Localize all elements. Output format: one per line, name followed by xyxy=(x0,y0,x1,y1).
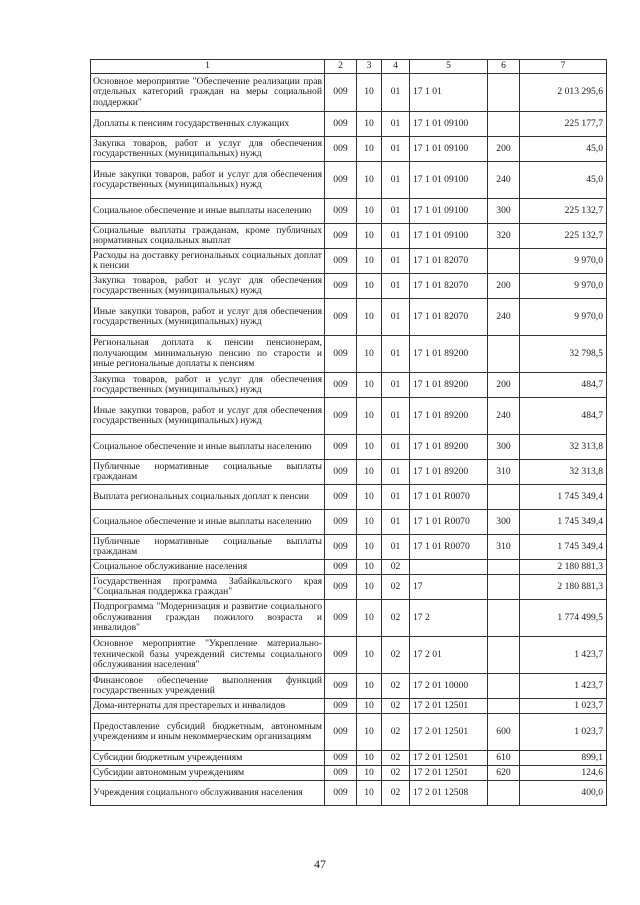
amount-cell: 899,1 xyxy=(520,751,607,766)
expense-type-cell xyxy=(488,600,520,637)
table-row xyxy=(91,162,607,199)
target-article-cell: 17 1 01 89200 xyxy=(410,373,488,398)
subsection-code-cell: 02 xyxy=(382,575,410,600)
ministry-code-cell: 009 xyxy=(325,299,357,336)
subsection-code-cell: 01 xyxy=(382,199,410,224)
ministry-code-cell: 009 xyxy=(325,336,357,373)
target-article-cell: 17 1 01 09100 xyxy=(410,137,488,162)
item-name-cell: Государственная программа Забайкальского края "Социальная поддержка граждан" xyxy=(91,575,325,600)
expense-type-cell xyxy=(488,699,520,714)
item-name-cell: Субсидии автономным учреждениям xyxy=(91,766,325,781)
expense-type-cell xyxy=(488,575,520,600)
ministry-code-cell: 009 xyxy=(325,460,357,485)
item-name-cell: Выплата региональных социальных доплат к пенсии xyxy=(91,485,325,510)
ministry-code-cell: 009 xyxy=(325,485,357,510)
subsection-code-cell: 01 xyxy=(382,485,410,510)
amount-cell: 1 023,7 xyxy=(520,714,607,751)
subsection-code-cell: 01 xyxy=(382,535,410,560)
target-article-cell: 17 1 01 89200 xyxy=(410,460,488,485)
budget-table-sheet xyxy=(90,59,606,806)
ministry-code-cell: 009 xyxy=(325,74,357,112)
item-name-cell: Субсидии бюджетным учреждениям xyxy=(91,751,325,766)
expense-type-cell xyxy=(488,249,520,274)
ministry-code-cell: 009 xyxy=(325,224,357,249)
section-code-cell: 10 xyxy=(357,781,382,806)
expense-type-cell: 620 xyxy=(488,766,520,781)
page-number: 47 xyxy=(314,857,326,871)
section-code-cell: 10 xyxy=(357,714,382,751)
table-row xyxy=(91,714,607,751)
ministry-code-cell: 009 xyxy=(325,560,357,575)
expense-type-cell: 600 xyxy=(488,714,520,751)
target-article-cell: 17 1 01 09100 xyxy=(410,199,488,224)
target-article-cell xyxy=(410,560,488,575)
subsection-code-cell: 01 xyxy=(382,398,410,435)
subsection-code-cell: 02 xyxy=(382,751,410,766)
subsection-code-cell: 01 xyxy=(382,373,410,398)
ministry-code-cell: 009 xyxy=(325,137,357,162)
table-row xyxy=(91,781,607,806)
ministry-code-cell: 009 xyxy=(325,535,357,560)
amount-cell: 225 132,7 xyxy=(520,224,607,249)
expense-type-cell xyxy=(488,637,520,674)
amount-cell: 225 177,7 xyxy=(520,112,607,137)
column-number-header xyxy=(91,60,607,74)
subsection-code-cell: 01 xyxy=(382,460,410,485)
amount-cell: 2 180 881,3 xyxy=(520,560,607,575)
target-article-cell: 17 2 01 xyxy=(410,637,488,674)
subsection-code-cell: 01 xyxy=(382,74,410,112)
target-article-cell: 17 1 01 09100 xyxy=(410,162,488,199)
table-row xyxy=(91,199,607,224)
expense-type-cell: 240 xyxy=(488,299,520,336)
table-row xyxy=(91,510,607,535)
section-code-cell: 10 xyxy=(357,224,382,249)
ministry-code-cell: 009 xyxy=(325,766,357,781)
target-article-cell: 17 2 xyxy=(410,600,488,637)
amount-cell: 225 132,7 xyxy=(520,199,607,224)
section-code-cell: 10 xyxy=(357,751,382,766)
target-article-cell: 17 1 01 89200 xyxy=(410,398,488,435)
ministry-code-cell: 009 xyxy=(325,199,357,224)
subsection-code-cell: 01 xyxy=(382,249,410,274)
amount-cell: 9 970,0 xyxy=(520,274,607,299)
subsection-code-cell: 02 xyxy=(382,781,410,806)
header-cell-7: 7 xyxy=(520,60,607,74)
budget-table xyxy=(90,59,607,806)
target-article-cell: 17 1 01 82070 xyxy=(410,249,488,274)
subsection-code-cell: 01 xyxy=(382,336,410,373)
item-name-cell: Основное мероприятие "Укрепление материально-технической базы учреждений системы социального обслуживания населения" xyxy=(91,637,325,674)
expense-type-cell: 610 xyxy=(488,751,520,766)
section-code-cell: 10 xyxy=(357,398,382,435)
item-name-cell: Региональная доплата к пенсии пенсионерам, получающим минимальную пенсию по старости и иные региональные доплаты к пенсиям xyxy=(91,336,325,373)
table-row xyxy=(91,112,607,137)
section-code-cell: 10 xyxy=(357,249,382,274)
item-name-cell: Социальные выплаты гражданам, кроме публичных нормативных социальных выплат xyxy=(91,224,325,249)
subsection-code-cell: 01 xyxy=(382,299,410,336)
section-code-cell: 10 xyxy=(357,674,382,699)
item-name-cell: Закупка товаров, работ и услуг для обеспечения государственных (муниципальных) нужд xyxy=(91,373,325,398)
subsection-code-cell: 02 xyxy=(382,637,410,674)
ministry-code-cell: 009 xyxy=(325,398,357,435)
section-code-cell: 10 xyxy=(357,699,382,714)
section-code-cell: 10 xyxy=(357,510,382,535)
expense-type-cell xyxy=(488,781,520,806)
expense-type-cell xyxy=(488,336,520,373)
amount-cell: 2 180 881,3 xyxy=(520,575,607,600)
item-name-cell: Финансовое обеспечение выполнения функций государственных учреждений xyxy=(91,674,325,699)
target-article-cell: 17 2 01 12501 xyxy=(410,699,488,714)
amount-cell: 45,0 xyxy=(520,137,607,162)
section-code-cell: 10 xyxy=(357,74,382,112)
header-cell-2: 2 xyxy=(325,60,357,74)
expense-type-cell xyxy=(488,674,520,699)
target-article-cell: 17 1 01 09100 xyxy=(410,224,488,249)
amount-cell: 1 023,7 xyxy=(520,699,607,714)
amount-cell: 484,7 xyxy=(520,398,607,435)
amount-cell: 1 423,7 xyxy=(520,637,607,674)
subsection-code-cell: 01 xyxy=(382,510,410,535)
section-code-cell: 10 xyxy=(357,199,382,224)
subsection-code-cell: 01 xyxy=(382,112,410,137)
target-article-cell: 17 1 01 82070 xyxy=(410,274,488,299)
section-code-cell: 10 xyxy=(357,766,382,781)
subsection-code-cell: 02 xyxy=(382,766,410,781)
item-name-cell: Социальное обеспечение и иные выплаты населению xyxy=(91,510,325,535)
section-code-cell: 10 xyxy=(357,274,382,299)
ministry-code-cell: 009 xyxy=(325,435,357,460)
subsection-code-cell: 01 xyxy=(382,137,410,162)
ministry-code-cell: 009 xyxy=(325,112,357,137)
table-row xyxy=(91,575,607,600)
section-code-cell: 10 xyxy=(357,373,382,398)
subsection-code-cell: 01 xyxy=(382,224,410,249)
item-name-cell: Предоставление субсидий бюджетным, автономным учреждениям и иным некоммерческим организациям xyxy=(91,714,325,751)
expense-type-cell: 320 xyxy=(488,224,520,249)
expense-type-cell xyxy=(488,74,520,112)
item-name-cell: Иные закупки товаров, работ и услуг для обеспечения государственных (муниципальных) нужд xyxy=(91,299,325,336)
amount-cell: 124,6 xyxy=(520,766,607,781)
ministry-code-cell: 009 xyxy=(325,781,357,806)
ministry-code-cell: 009 xyxy=(325,699,357,714)
ministry-code-cell: 009 xyxy=(325,373,357,398)
amount-cell: 1 745 349,4 xyxy=(520,510,607,535)
table-row xyxy=(91,485,607,510)
amount-cell: 1 745 349,4 xyxy=(520,485,607,510)
section-code-cell: 10 xyxy=(357,336,382,373)
subsection-code-cell: 01 xyxy=(382,274,410,299)
target-article-cell: 17 1 01 R0070 xyxy=(410,535,488,560)
item-name-cell: Иные закупки товаров, работ и услуг для обеспечения государственных (муниципальных) нужд xyxy=(91,398,325,435)
item-name-cell: Подпрограмма "Модернизация и развитие социального обслуживания граждан пожилого возраста и инвалидов" xyxy=(91,600,325,637)
item-name-cell: Иные закупки товаров, работ и услуг для обеспечения государственных (муниципальных) нужд xyxy=(91,162,325,199)
item-name-cell: Социальное обеспечение и иные выплаты населению xyxy=(91,435,325,460)
header-cell-3: 3 xyxy=(357,60,382,74)
ministry-code-cell: 009 xyxy=(325,249,357,274)
table-row xyxy=(91,137,607,162)
target-article-cell: 17 2 01 12501 xyxy=(410,714,488,751)
expense-type-cell: 310 xyxy=(488,535,520,560)
amount-cell: 45,0 xyxy=(520,162,607,199)
table-row xyxy=(91,398,607,435)
amount-cell: 484,7 xyxy=(520,373,607,398)
table-row xyxy=(91,74,607,112)
amount-cell: 1 774 499,5 xyxy=(520,600,607,637)
expense-type-cell: 300 xyxy=(488,435,520,460)
expense-type-cell: 200 xyxy=(488,137,520,162)
table-row xyxy=(91,224,607,249)
target-article-cell: 17 2 01 12501 xyxy=(410,766,488,781)
subsection-code-cell: 02 xyxy=(382,674,410,699)
ministry-code-cell: 009 xyxy=(325,600,357,637)
amount-cell: 1 745 349,4 xyxy=(520,535,607,560)
expense-type-cell: 300 xyxy=(488,199,520,224)
item-name-cell: Публичные нормативные социальные выплаты гражданам xyxy=(91,460,325,485)
amount-cell: 32 313,8 xyxy=(520,435,607,460)
target-article-cell: 17 1 01 R0070 xyxy=(410,485,488,510)
section-code-cell: 10 xyxy=(357,162,382,199)
target-article-cell: 17 2 01 10000 xyxy=(410,674,488,699)
budget-table-body xyxy=(91,60,607,806)
expense-type-cell: 310 xyxy=(488,460,520,485)
expense-type-cell: 200 xyxy=(488,274,520,299)
table-row xyxy=(91,637,607,674)
section-code-cell: 10 xyxy=(357,575,382,600)
subsection-code-cell: 02 xyxy=(382,560,410,575)
expense-type-cell: 240 xyxy=(488,398,520,435)
item-name-cell: Основное мероприятие "Обеспечение реализации прав отдельных категорий граждан на меры социальной поддержки" xyxy=(91,74,325,112)
ministry-code-cell: 009 xyxy=(325,714,357,751)
expense-type-cell: 200 xyxy=(488,373,520,398)
ministry-code-cell: 009 xyxy=(325,274,357,299)
table-row xyxy=(91,373,607,398)
expense-type-cell: 300 xyxy=(488,510,520,535)
table-row xyxy=(91,674,607,699)
header-cell-6: 6 xyxy=(488,60,520,74)
item-name-cell: Доплаты к пенсиям государственных служащих xyxy=(91,112,325,137)
amount-cell: 400,0 xyxy=(520,781,607,806)
header-cell-5: 5 xyxy=(410,60,488,74)
expense-type-cell xyxy=(488,560,520,575)
table-row xyxy=(91,249,607,274)
subsection-code-cell: 01 xyxy=(382,162,410,199)
subsection-code-cell: 02 xyxy=(382,699,410,714)
ministry-code-cell: 009 xyxy=(325,510,357,535)
amount-cell: 2 013 295,6 xyxy=(520,74,607,112)
ministry-code-cell: 009 xyxy=(325,751,357,766)
ministry-code-cell: 009 xyxy=(325,674,357,699)
table-row xyxy=(91,435,607,460)
header-cell-1: 1 xyxy=(91,60,325,74)
section-code-cell: 10 xyxy=(357,485,382,510)
target-article-cell: 17 1 01 89200 xyxy=(410,336,488,373)
table-row xyxy=(91,299,607,336)
section-code-cell: 10 xyxy=(357,560,382,575)
section-code-cell: 10 xyxy=(357,600,382,637)
section-code-cell: 10 xyxy=(357,460,382,485)
table-row xyxy=(91,535,607,560)
expense-type-cell: 240 xyxy=(488,162,520,199)
target-article-cell: 17 1 01 82070 xyxy=(410,299,488,336)
section-code-cell: 10 xyxy=(357,535,382,560)
section-code-cell: 10 xyxy=(357,112,382,137)
item-name-cell: Дома-интернаты для престарелых и инвалидов xyxy=(91,699,325,714)
item-name-cell: Социальное обслуживание населения xyxy=(91,560,325,575)
table-row xyxy=(91,274,607,299)
expense-type-cell xyxy=(488,485,520,510)
section-code-cell: 10 xyxy=(357,435,382,460)
table-row xyxy=(91,560,607,575)
section-code-cell: 10 xyxy=(357,299,382,336)
item-name-cell: Учреждения социального обслуживания населения xyxy=(91,781,325,806)
header-cell-4: 4 xyxy=(382,60,410,74)
amount-cell: 32 313,8 xyxy=(520,460,607,485)
subsection-code-cell: 02 xyxy=(382,714,410,751)
table-row xyxy=(91,460,607,485)
section-code-cell: 10 xyxy=(357,137,382,162)
item-name-cell: Публичные нормативные социальные выплаты гражданам xyxy=(91,535,325,560)
expense-type-cell xyxy=(488,112,520,137)
subsection-code-cell: 02 xyxy=(382,600,410,637)
table-row xyxy=(91,751,607,766)
item-name-cell: Социальное обеспечение и иные выплаты населению xyxy=(91,199,325,224)
target-article-cell: 17 1 01 xyxy=(410,74,488,112)
ministry-code-cell: 009 xyxy=(325,162,357,199)
amount-cell: 1 423,7 xyxy=(520,674,607,699)
target-article-cell: 17 xyxy=(410,575,488,600)
table-row xyxy=(91,600,607,637)
amount-cell: 9 970,0 xyxy=(520,299,607,336)
ministry-code-cell: 009 xyxy=(325,637,357,674)
section-code-cell: 10 xyxy=(357,637,382,674)
table-row xyxy=(91,766,607,781)
table-row xyxy=(91,699,607,714)
ministry-code-cell: 009 xyxy=(325,575,357,600)
target-article-cell: 17 2 01 12508 xyxy=(410,781,488,806)
target-article-cell: 17 2 01 12501 xyxy=(410,751,488,766)
amount-cell: 32 798,5 xyxy=(520,336,607,373)
amount-cell: 9 970,0 xyxy=(520,249,607,274)
table-row xyxy=(91,336,607,373)
item-name-cell: Закупка товаров, работ и услуг для обеспечения государственных (муниципальных) нужд xyxy=(91,274,325,299)
subsection-code-cell: 01 xyxy=(382,435,410,460)
target-article-cell: 17 1 01 09100 xyxy=(410,112,488,137)
item-name-cell: Закупка товаров, работ и услуг для обеспечения государственных (муниципальных) нужд xyxy=(91,137,325,162)
item-name-cell: Расходы на доставку региональных социальных доплат к пенсии xyxy=(91,249,325,274)
target-article-cell: 17 1 01 89200 xyxy=(410,435,488,460)
target-article-cell: 17 1 01 R0070 xyxy=(410,510,488,535)
